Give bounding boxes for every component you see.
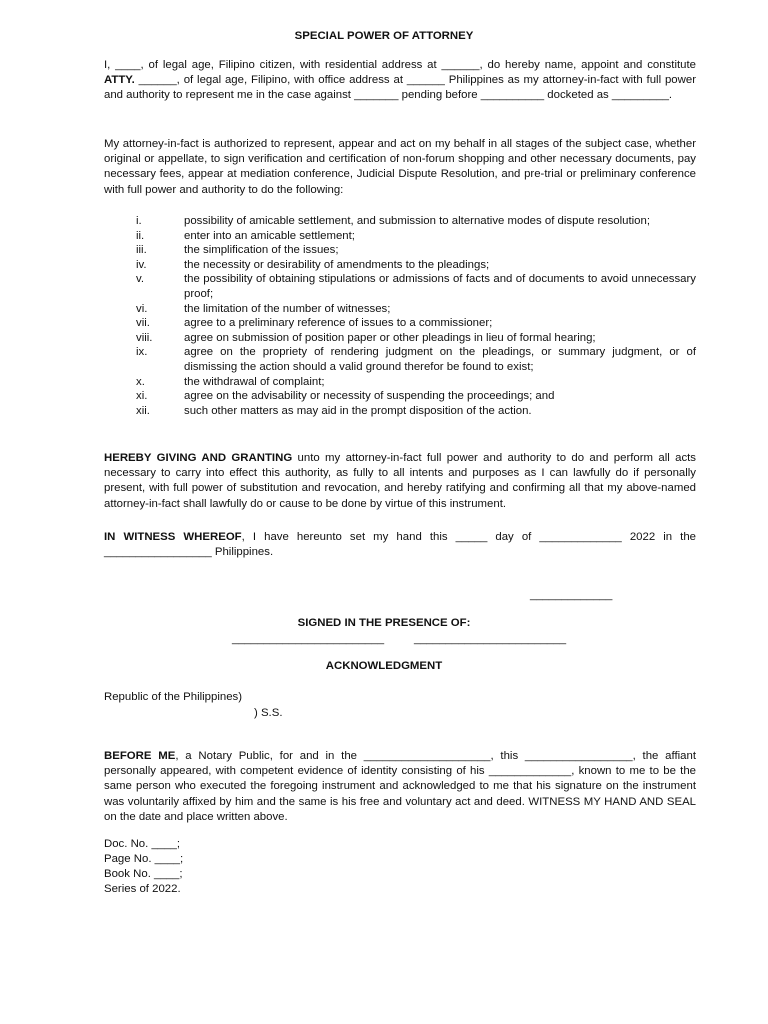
power-item-number: x. [136, 375, 145, 388]
power-item [136, 302, 696, 317]
acknowledgment-paragraph [104, 749, 696, 825]
power-item-number: v. [136, 273, 145, 286]
power-item-text: agree to a preliminary reference of issues to a commissioner; [184, 317, 493, 330]
power-item [136, 229, 696, 244]
powers-list [136, 214, 696, 418]
intro-text-2: ______, of legal age, Filipino, with office address at ______ Philippines as my attorney-in-fact with full power and authority to represent me in the case against _______ pending before __________ docketed as _________. [104, 74, 696, 102]
acknowledgment-heading: ACKNOWLEDGMENT [325, 660, 443, 672]
power-item [136, 375, 696, 390]
acknowledgment-lead: BEFORE ME [104, 750, 176, 762]
power-item-number: vi. [136, 302, 148, 315]
power-item-number: ii. [136, 229, 145, 242]
document-title: SPECIAL POWER OF ATTORNEY [294, 30, 474, 42]
doc-number: Doc. No. ____; [104, 838, 180, 850]
power-item-number: vii. [136, 317, 150, 330]
witness-text: , I have hereunto set my hand this _____ day of _____________ 2022 in the _________________ Philippines. [104, 531, 696, 559]
power-item [136, 243, 696, 258]
atty-label: ATTY. [104, 74, 135, 87]
power-item-number: iv. [136, 258, 147, 271]
power-item [136, 331, 696, 346]
authority-paragraph: My attorney-in-fact is authorized to represent, appear and act on my behalf in all stages of the subject case, whether original or appellate, to sign verification and certification of non-forum shopping and other necessary documents, pay necessary fees, appear at mediation conference, Judicial Dispute Resolution, and pre-trial or preliminary conference with full power and authority to do the following: [104, 138, 696, 196]
witness-lead: IN WITNESS WHEREOF [104, 531, 242, 543]
power-item-text: agree on the advisability or necessity of suspending the proceedings; and [184, 390, 555, 403]
venue-line-2: ) S.S. [254, 707, 283, 719]
intro-text-1: I, ____, of legal age, Filipino citizen, with residential address at ______, do hereby name, appoint and constitute [104, 59, 696, 71]
power-item-number: i. [136, 215, 142, 227]
power-item [136, 345, 696, 374]
power-item-number: xii. [136, 404, 150, 417]
page-number: Page No. ____; [104, 853, 184, 865]
power-item-text: enter into an amicable settlement; [184, 229, 355, 242]
power-item [136, 214, 696, 229]
power-item [136, 316, 696, 331]
presence-heading: SIGNED IN THE PRESENCE OF: [297, 617, 471, 629]
power-item-number: xi. [136, 390, 148, 403]
power-item-text: the withdrawal of complaint; [184, 375, 325, 388]
signature-line: _____________ [530, 589, 613, 601]
power-item-text: the necessity or desirability of amendments to the pleadings; [184, 258, 490, 271]
witness-line-right: ________________________ [414, 633, 567, 645]
power-item-text: the simplification of the issues; [184, 244, 339, 257]
power-item [136, 258, 696, 273]
granting-text: unto my attorney-in-fact full power and authority to do and perform all acts necessary to carry into effect this authority, as fully to all intents and purposes as I can lawfully do if personally present, with full power of substitution and revocation, and hereby ratifying and confirming all that my above-named attorney-in-fact shall lawfully do or cause to be done by virtue of this instrument. [104, 452, 696, 510]
series-year: Series of 2022. [104, 883, 181, 895]
power-item-text: the possibility of obtaining stipulations or admissions of facts and of documents to avoid unnecessary proof; [184, 273, 696, 300]
witness-line-left: ________________________ [232, 633, 385, 645]
power-item-text: agree on the propriety of rendering judgment on the pleadings, or summary judgment, or of dismissing the action should a valid ground therefor be found to exist; [184, 346, 696, 373]
power-item-text: agree on submission of position paper or other pleadings in lieu of formal hearing; [184, 331, 596, 344]
power-item [136, 389, 696, 404]
power-item [136, 404, 696, 419]
acknowledgment-text: , a Notary Public, for and in the ____________________, this _________________, the affiant personally appeared, with competent evidence of identity consisting of his _____________, known to me to be the same person who executed the foregoing instrument and acknowledged to me that his signature on the instrument was voluntarily affixed by him and the same is his free and voluntary act and deed. WITNESS MY HAND AND SEAL on the date and place written above. [104, 750, 696, 823]
power-item-number: iii. [136, 244, 147, 257]
power-item-text: such other matters as may aid in the prompt disposition of the action. [184, 404, 532, 417]
power-item [136, 272, 696, 301]
granting-paragraph [104, 451, 696, 512]
intro-paragraph [104, 58, 696, 104]
power-item-text: possibility of amicable settlement, and submission to alternative modes of dispute resolution; [184, 215, 650, 227]
power-item-text: the limitation of the number of witnesses; [184, 302, 391, 315]
witness-paragraph [104, 530, 696, 560]
power-item-number: ix. [136, 346, 148, 359]
book-number: Book No. ____; [104, 868, 183, 880]
granting-lead: HEREBY GIVING AND GRANTING [104, 452, 293, 464]
power-item-number: viii. [136, 331, 153, 344]
venue-line-1: Republic of the Philippines) [104, 691, 243, 703]
